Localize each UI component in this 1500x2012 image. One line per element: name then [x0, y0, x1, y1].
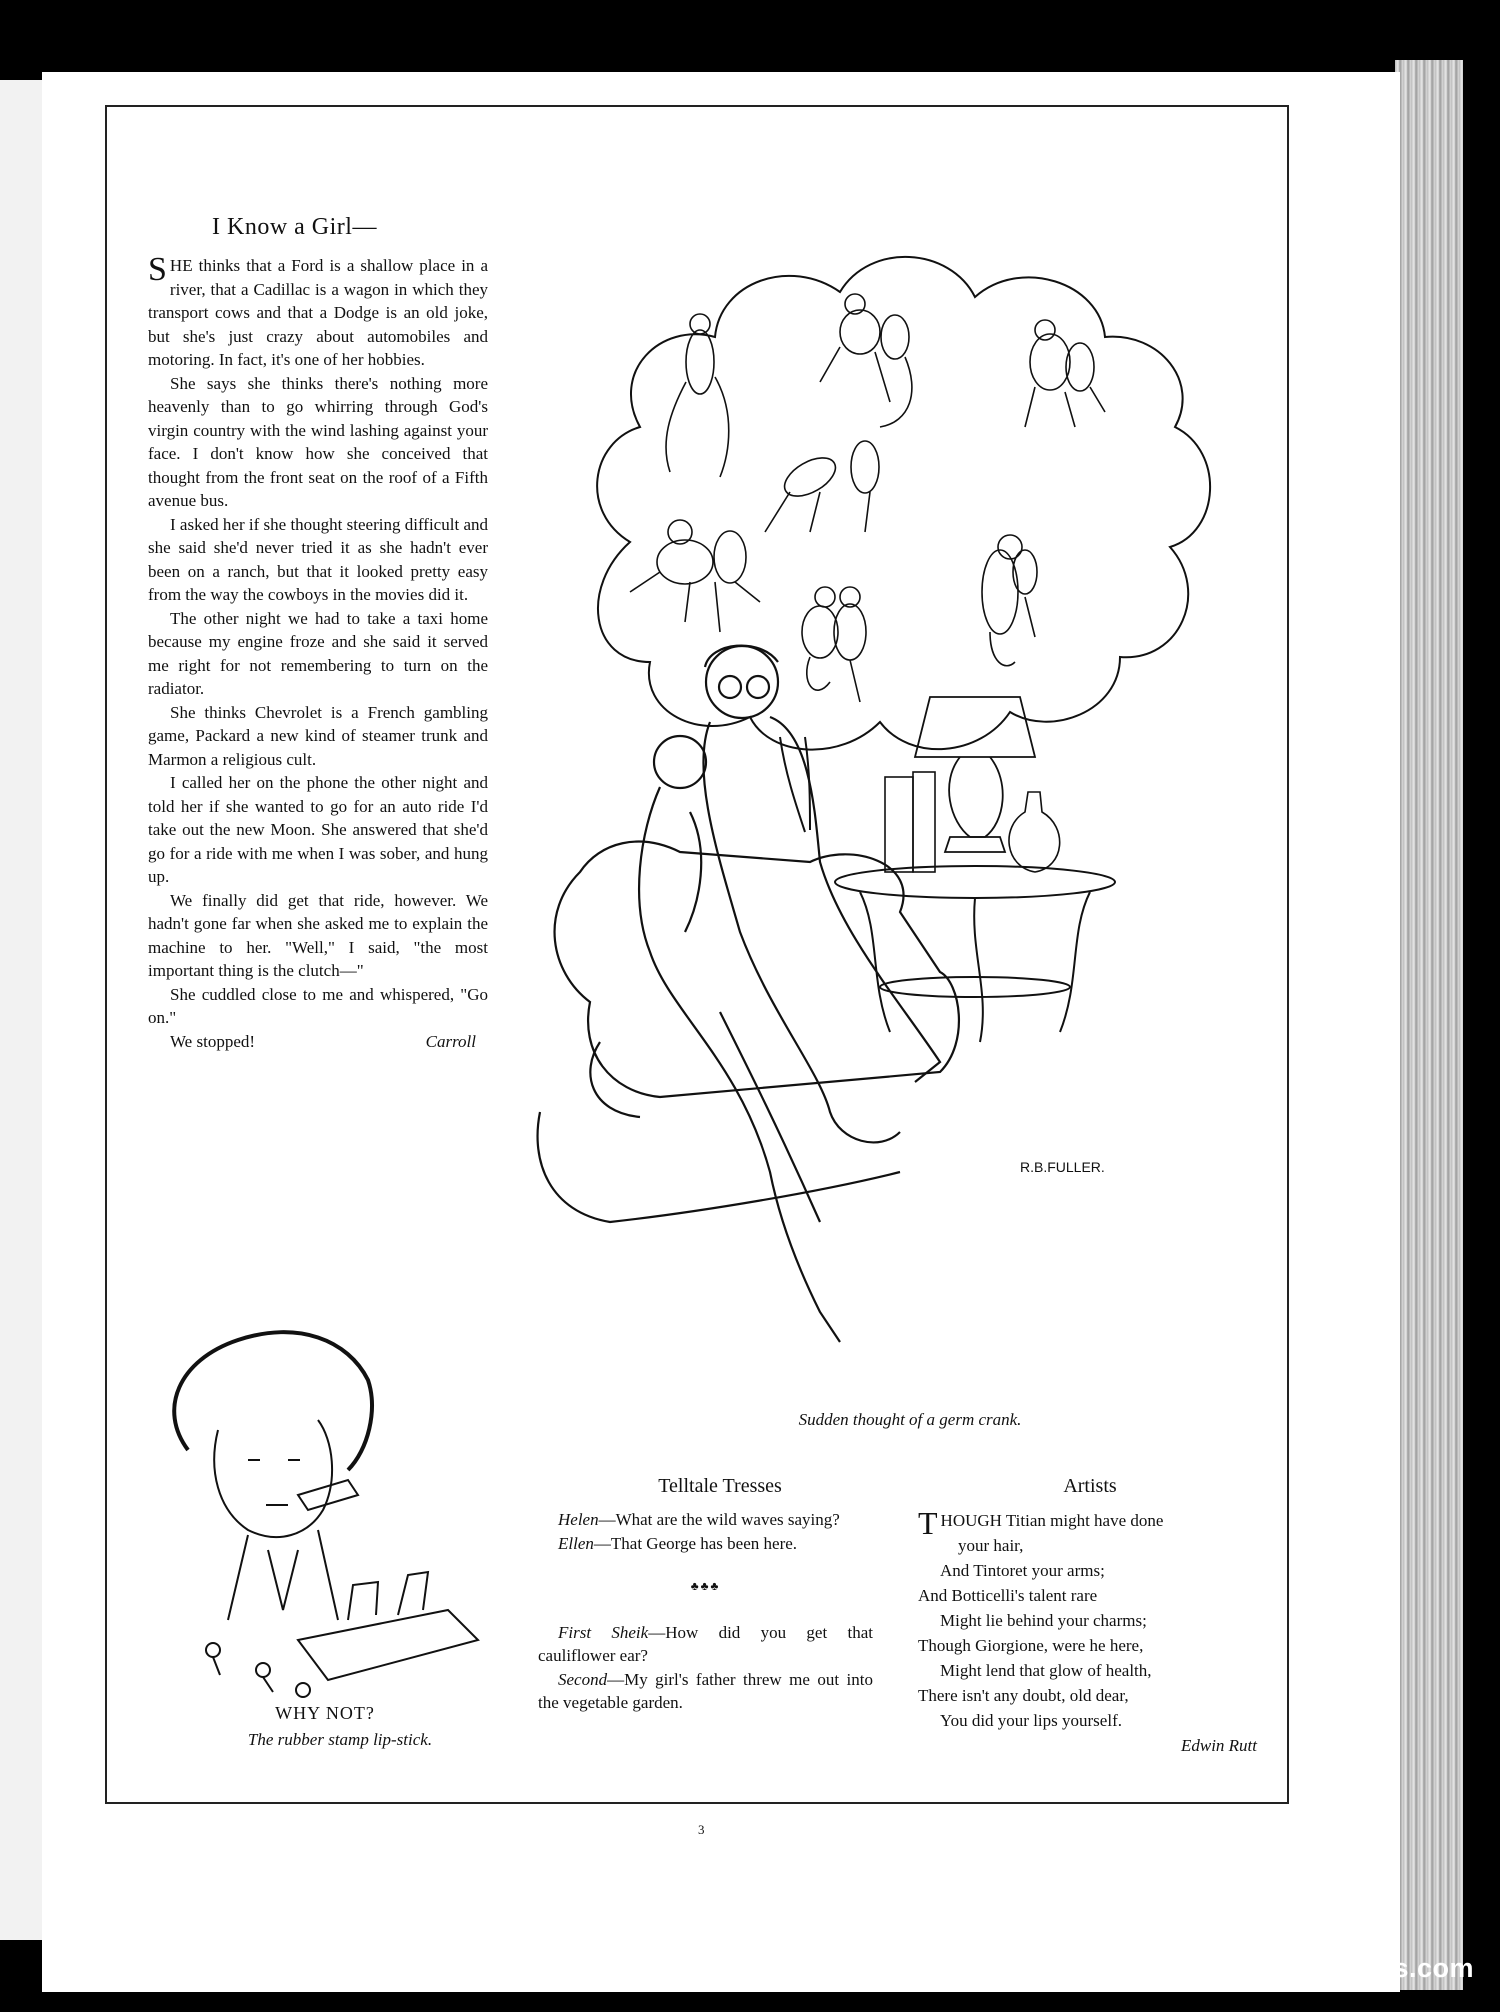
page-number: 3 [698, 1822, 705, 1837]
telltale-title: Telltale Tresses [658, 1475, 782, 1497]
lamp [915, 697, 1035, 852]
thought-tail [780, 737, 810, 832]
poem-line: There isn't any doubt, old dear, [918, 1686, 1129, 1705]
story-title: I Know a Girl— [212, 214, 377, 240]
story-paragraph: We finally did get that ride, however. We hadn't gone far when she asked me to explain the machine to her. "Well," I said, "the most important thing is the clutch—" [148, 890, 488, 980]
story-last-line: We stopped! [170, 1031, 256, 1051]
whynot-title: WHY NOT? [275, 1703, 375, 1723]
books-and-vase [885, 772, 1060, 872]
poem-line: Might lend that glow of health, [940, 1661, 1152, 1680]
poem-author: Edwin Rutt [1180, 1736, 1257, 1755]
book-page-edges [1395, 60, 1463, 1990]
side-table [835, 866, 1115, 1042]
story-paragraph: SHE thinks that a Ford is a shallow place in a river, that a Cadillac is a wagon in which they transport cows and that a Dodge is an old joke, but she's just crazy about automobiles and motoring. In fact, it's one of her hobbies. [148, 251, 488, 369]
story-body [148, 251, 488, 1053]
artists-title: Artists [1063, 1475, 1117, 1497]
sofa [538, 842, 959, 1222]
poem-line: You did your lips yourself. [940, 1711, 1122, 1730]
site-watermark: comicbooks.com [1246, 1953, 1474, 1983]
dialogue-line: Ellen—That George has been here. [558, 1533, 798, 1553]
story-paragraph: The other night we had to take a taxi home because my engine froze and she said it served me right for not remembering to turn on the radiator. [148, 608, 488, 698]
lipstick-cartoon [148, 1320, 523, 1710]
section-dinkus: ♣♣♣ [690, 1579, 721, 1593]
poem-line: Though Giorgione, were he here, [918, 1636, 1144, 1655]
poem-line: And Tintoret your arms; [940, 1561, 1105, 1580]
dialogue-line: Helen—What are the wild waves saying? [558, 1510, 840, 1529]
poem-line: THOUGH Titian might have done [918, 1505, 1164, 1541]
germ-figures [630, 294, 1105, 702]
poem-line: your hair, [958, 1536, 1024, 1555]
poem-line: Might lie behind your charms; [940, 1611, 1147, 1630]
story-paragraph: She says she thinks there's nothing more heavenly than to go whirring through God's virgin country with the wind lashing against your face. I don't know how she conceived that thought from the front seat on the roof of a Fifth avenue bus. [148, 373, 488, 510]
story-paragraph: She cuddled close to me and whispered, "Go on." [148, 984, 488, 1027]
artist-signature: R.B.FULLER. [1020, 1159, 1105, 1175]
cartoon-caption: Sudden thought of a germ crank. [798, 1410, 1022, 1429]
story-ending [148, 1030, 488, 1054]
story-paragraph: I called her on the phone the other night and told her if she wanted to go for an auto ride I'd take out the new Moon. She answered that she'd go for a ride with me when I was sober, and hung up. [148, 773, 488, 886]
dialogue-line: First Sheik—How did you get that cauliflower ear? [538, 1622, 873, 1665]
whynot-subtitle: The rubber stamp lip-stick. [247, 1730, 433, 1749]
story-paragraph: I asked her if she thought steering difficult and she said she'd never tried it as she hadn't ever been on a ranch, but that it looked pretty easy from the way the cowboys in the movies did it. [148, 514, 488, 604]
thought-cloud [597, 257, 1210, 750]
story-paragraph: She thinks Chevrolet is a French gambling game, Packard a new kind of steamer trunk and Marmon a religious cult. [148, 702, 488, 769]
story-author: Carroll [425, 1031, 476, 1051]
dialogue-line: Second—My girl's father threw me out into the vegetable garden. [538, 1669, 873, 1712]
kissing-couple [639, 646, 940, 1342]
artists-poem [918, 1505, 1263, 1758]
drop-cap: T [918, 1505, 938, 1541]
drop-cap: S [148, 251, 167, 288]
telltale-body [538, 1508, 873, 1715]
germ-crank-cartoon [520, 212, 1240, 1397]
poem-line: And Botticelli's talent rare [918, 1586, 1098, 1605]
